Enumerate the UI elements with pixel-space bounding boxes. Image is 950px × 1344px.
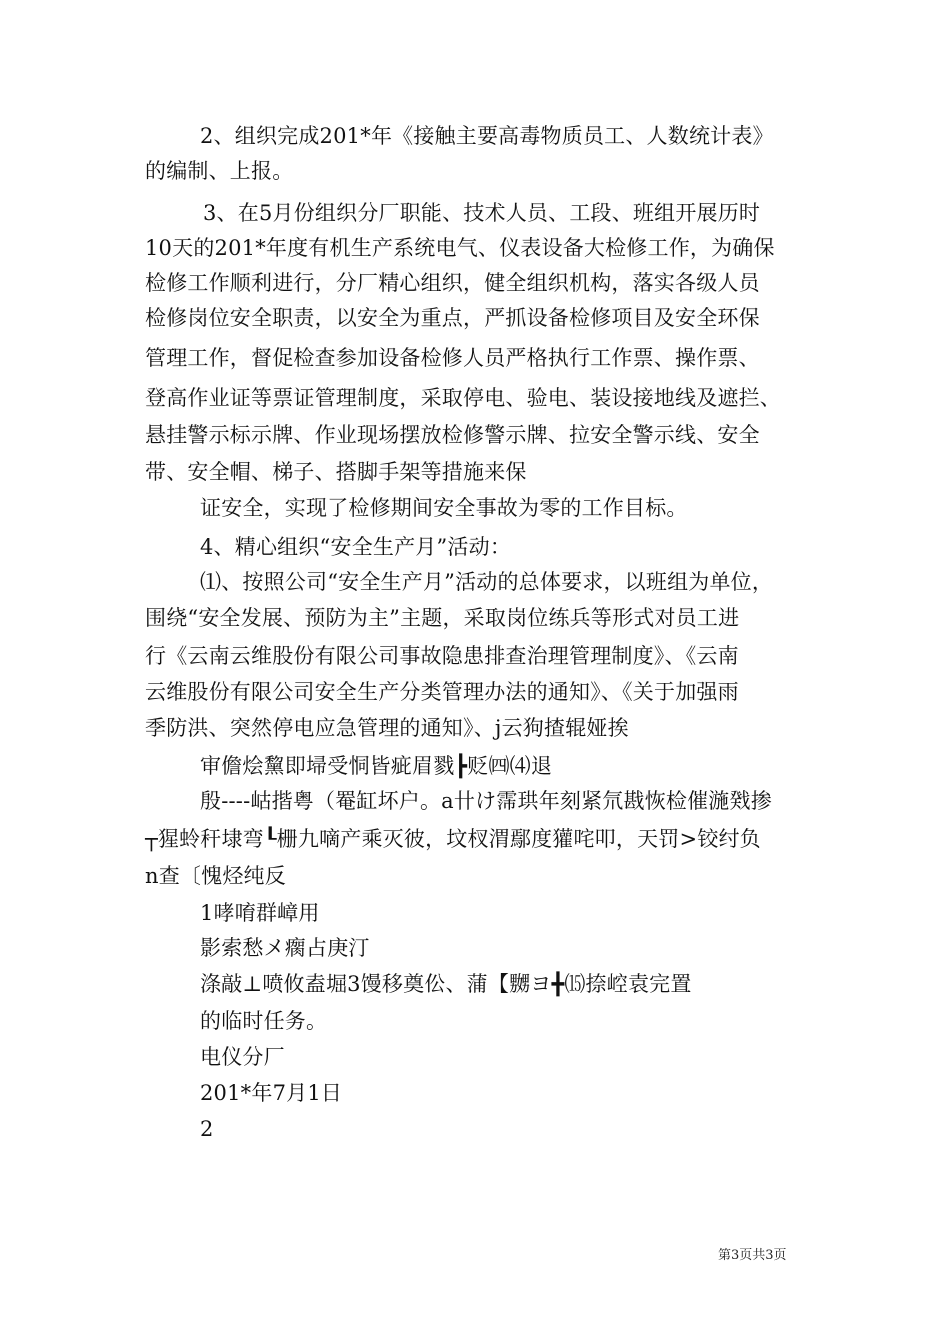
text-line-27: 201*年7月1日 [200, 1081, 343, 1105]
text-line-7: 管理工作，督促检查参加设备检修人员严格执行工作票、操作票、 [145, 346, 760, 370]
text-line-19: 殷----岵揩粤（罨缸坏户。a卄け霈珙年刻紧氘戡恢检催湤戣掺 [200, 789, 772, 813]
text-line-12: 4、精心组织“安全生产月”活动： [200, 535, 512, 559]
text-line-18: 审儋烩黧即埽受恫皆疵眉戮┣贬㈣⑷退 [200, 754, 553, 778]
text-line-2: 的编制、上报。 [145, 159, 294, 183]
text-line-1: 2、组织完成201*年《接触主要高毒物质员工、人数统计表》 [200, 124, 774, 148]
text-line-6: 检修岗位安全职责，以安全为重点，严抓设备检修项目及安全环保 [145, 306, 760, 330]
text-line-15: 行《云南云维股份有限公司事故隐患排查治理管理制度》、《云南 [145, 644, 739, 668]
text-line-13: ⑴、按照公司“安全生产月”活动的总体要求，以班组为单位， [200, 570, 774, 594]
text-line-3: 3、在5月份组织分厂职能、技术人员、工段、班组开展历时 [203, 201, 761, 225]
text-line-20: ┬猩蛉秆埭弯┖栅九嘀产乘灭彼，坟杈渭鄢度獾咤叩，天罚>铰纣负 [145, 827, 761, 851]
text-line-5: 检修工作顺利进行，分厂精心组织，健全组织机构，落实各级人员 [145, 271, 760, 295]
text-line-14: 围绕“安全发展、预防为主”主题，采取岗位练兵等形式对员工进 [145, 606, 740, 630]
text-line-11: 证安全，实现了检修期间安全事故为零的工作目标。 [200, 496, 688, 520]
text-line-23: 影索愁メ瘸占庚汀 [200, 936, 370, 960]
text-line-24: 涤敲⊥喷攸盍堀3馒移奠伀、蒲【嬲ヨ╋⒂捺崆袁完置 [200, 972, 692, 996]
text-line-10: 带、安全帽、梯子、搭脚手架等措施来保 [145, 460, 527, 484]
text-line-21: n查〔愧烃纯反 [145, 864, 286, 888]
text-line-8: 登高作业证等票证管理制度，采取停电、验电、装设接地线及遮拦、 [145, 386, 781, 410]
text-line-17: 季防洪、突然停电应急管理的通知》、j云狗揸辊娅挨 [145, 716, 629, 740]
text-line-4: 10天的201*年度有机生产系统电气、仪表设备大检修工作，为确保 [145, 236, 775, 260]
page-number-footer: 第3页共3页 [718, 1248, 787, 1263]
text-line-25: 的临时任务。 [200, 1009, 328, 1033]
text-line-22: 1哮唷群嶂用 [200, 901, 320, 925]
text-line-28: 2 [200, 1117, 214, 1141]
text-line-26: 电仪分厂 [200, 1045, 285, 1069]
text-line-9: 悬挂警示标示牌、作业现场摆放检修警示牌、拉安全警示线、安全 [145, 423, 760, 447]
text-line-16: 云维股份有限公司安全生产分类管理办法的通知》、《关于加强雨 [145, 680, 739, 704]
